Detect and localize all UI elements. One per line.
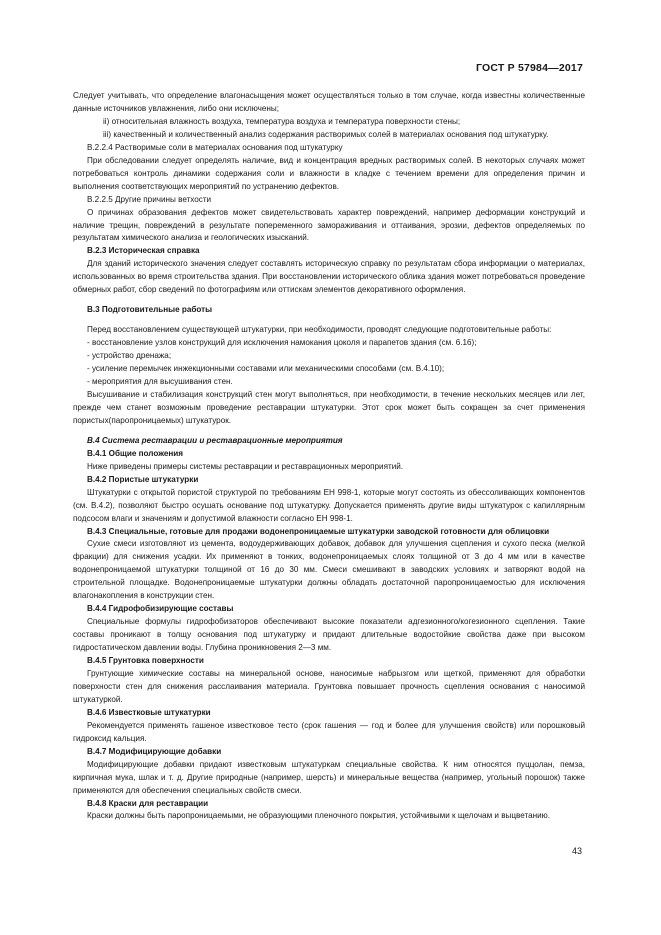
body-paragraph: Модифицирующие добавки придают известковым штукатуркам специальные свойства. К ним относятся пуццолан, пемза, кирпичная мука, шлак и т. д. Другие природные (например, шерсть) и минеральные вещества (например, угольный порошок) также применяются для обеспечения специальных свойств смеси. <box>73 759 585 795</box>
subsection-heading: В.4.8 Краски для реставрации <box>87 798 209 808</box>
body-paragraph: Грунтующие химические составы на минеральной основе, наносимые набрызгом или щеткой, применяют для обработки поверхности стен для снижения расслаивания материала. Грунтовка повышает прочность сцепления основания с наносимой штукатуркой. <box>73 668 585 704</box>
subsection-heading: В.4.1 Общие положения <box>87 448 184 458</box>
body-paragraph: Штукатурки с открытой пористой структурой по требованиям ЕН 998-1, которые могут состоять из обессоливающих компонентов (см. В.4.2), позволяют быстро осушать основание под штукатурку. Допускается применять другие виды штукатурок с капиллярным подсосом влаги и значениям и допустимой влажности согласно ЕН 998-1. <box>73 487 585 523</box>
body-paragraph: Для зданий исторического значения следует составлять историческую справку по результатам сбора информации о материалах, использованных во время строительства здания. При восстановлении исторического облика здания может потребоваться проведение обмерных работ, сбор сведений по фотографиям или оттискам элементов декоративного оформления. <box>73 259 585 295</box>
body-paragraph: Следует учитывать, что определение влагонасыщения может осуществляться только в том случае, когда известны количественные данные источников увлажнения, либо они исключены; <box>73 91 585 113</box>
body-paragraph: Ниже приведены примеры системы реставрации и реставрационных мероприятий. <box>87 461 404 471</box>
document-body <box>73 90 585 823</box>
body-paragraph: Специальные формулы гидрофобизаторов обеспечивают высокие показатели адгезионного/когезионного сцепления. Такие составы проникают в толщу основания под штукатурку и придают длительные водостойкие свойства даже при высоком гидростатическом давлении воды. Глубина проникновения 2—3 мм. <box>73 617 585 653</box>
subsection-heading: В.4.4 Гидрофобизирующие составы <box>87 604 234 614</box>
body-paragraph: Перед восстановлением существующей штукатурки, при необходимости, проводят следующие подготовительные работы: <box>87 325 552 335</box>
body-paragraph: Сухие смеси изготовляют из цемента, водоудерживающих добавок, добавок для улучшения сцепления и сухого песка (мелкой фракции) для снижения усадки. Их применяют в тонких, водонепроницаемых слоях толщиной от 3 до 4 мм или в качестве водонепроницаемой штукатурки толщиной от 16 до 30 мм. Смеси смешивают в заводских условиях и затворяют водой на строительной площадке. Водонепроницаемые штукатурки должны обладать достаточной паропроницаемостью для исключения влагонакопления в конструкции стен. <box>73 539 585 601</box>
subsection-heading: В.4.3 Специальные, готовые для продажи водонепроницаемые штукатурки заводской готовности для облицовки <box>87 526 550 536</box>
list-item: - усиление перемычек инжекционными составами или механическими способами (см. В.4.10); <box>87 364 445 374</box>
body-paragraph: О причинах образования дефектов может свидетельствовать характер повреждений, например деформации конструкций и наличие трещин, повреждений в результате попеременного замораживания и оттаивания, эрозии, дефектов определяемых по результатам химического анализа и геологических изысканий. <box>73 207 585 243</box>
subsection-heading: В.4.5 Грунтовка поверхности <box>87 656 204 666</box>
subsection-heading: В.4.7 Модифицирующие добавки <box>87 746 222 756</box>
list-item: iii) качественный и количественный анализ содержания растворимых солей в материалах основания под штукатурку. <box>103 129 549 139</box>
body-paragraph: При обследовании следует определять наличие, вид и концентрация вредных растворимых солей. В некоторых случаях может потребоваться контроль динамики содержания соли и влажности в кладке с течением времени для определения причин и выполнения соответствующих мероприятий по устранению дефектов. <box>73 155 585 191</box>
list-item: ii) относительная влажность воздуха, температура воздуха и температура поверхности стены; <box>103 116 461 126</box>
body-paragraph: Краски должны быть паропроницаемыми, не образующими пленочного покрытия, устойчивыми к щелочам и выцветанию. <box>87 811 551 821</box>
body-paragraph: Рекомендуется применять гашеное известковое тесто (срок гашения — год и более для улучшения свойств) или порошковый гидроксид кальция. <box>73 720 585 743</box>
list-item: - мероприятия для высушивания стен. <box>87 377 233 387</box>
body-paragraph: Высушивание и стабилизация конструкций стен могут выполняться, при необходимости, в течение нескольких месяцев или лет, прежде чем станет возможным проведение реставрации штукатурки. Этот срок может быть сокращен за счет применения пористых(паропроницаемых) штукатурок. <box>73 389 585 425</box>
subsection-heading: В.2.2.4 Растворимые соли в материалах основания под штукатурку <box>87 142 343 152</box>
section-heading: В.3 Подготовительные работы <box>87 305 213 315</box>
page-number: 43 <box>571 846 582 856</box>
standard-header: ГОСТ Р 57984—2017 <box>475 62 583 74</box>
section-heading: В.2.3 Историческая справка <box>87 246 200 256</box>
list-item: - устройство дренажа; <box>87 351 172 361</box>
list-item: - восстановление узлов конструкций для исключения намокания цоколя и парапетов здания (см. 6.16); <box>87 338 477 348</box>
subsection-heading: В.4.2 Пористые штукатурки <box>87 474 199 484</box>
subsection-heading: В.4.6 Известковые штукатурки <box>87 707 211 717</box>
section-heading: В.4 Система реставрации и реставрационные мероприятия <box>87 435 343 445</box>
subsection-heading: В.2.2.5 Другие причины ветхости <box>87 194 212 204</box>
